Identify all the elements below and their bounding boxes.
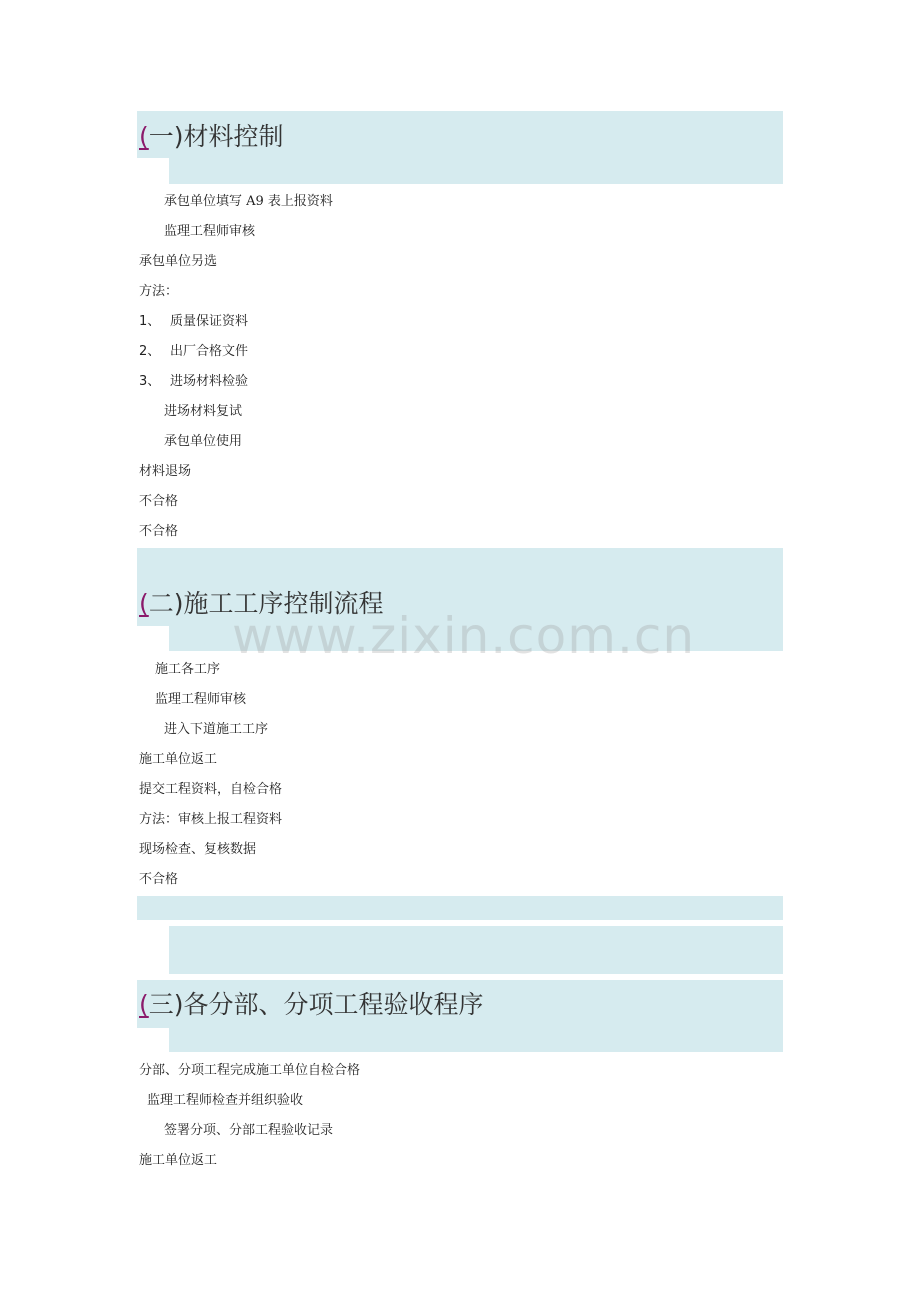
heading-paren: ( <box>139 990 149 1019</box>
numbered-line <box>139 343 160 361</box>
text-line: 质量保证资料 <box>170 314 249 329</box>
heading-text: 一)材料控制 <box>148 122 284 151</box>
watermark: www.zixin.com.cn <box>232 607 696 665</box>
text-line: 施工单位返工 <box>139 1153 218 1168</box>
text-line: 施工单位返工 <box>139 752 218 767</box>
text-line: 不合格 <box>139 494 179 509</box>
text-line: 监理工程师审核 <box>164 224 256 239</box>
text-line: 承包单位填写 A9 表上报资料 <box>164 194 333 209</box>
text-line: 进场材料复试 <box>164 404 243 419</box>
heading-band <box>137 896 783 920</box>
list-number: 2、 <box>139 344 161 359</box>
heading-band <box>169 926 783 974</box>
section-heading-materials <box>139 121 284 153</box>
list-number: 1、 <box>139 314 161 329</box>
heading-band-lower <box>169 1028 783 1052</box>
text-line: 方法：审核上报工程资料 <box>139 812 283 827</box>
text-line: 承包单位使用 <box>164 434 243 449</box>
heading-band-lower <box>169 158 783 184</box>
text-line: 监理工程师检查并组织验收 <box>147 1093 304 1108</box>
numbered-line <box>139 373 160 391</box>
text-line: 材料退场 <box>139 464 192 479</box>
text-line: 签署分项、分部工程验收记录 <box>164 1123 334 1138</box>
text-line: 承包单位另选 <box>139 254 218 269</box>
heading-paren: ( <box>139 589 149 618</box>
heading-text: 三)各分部、分项工程验收程序 <box>148 990 484 1019</box>
text-line: 监理工程师审核 <box>155 692 247 707</box>
text-line: 施工各工序 <box>155 662 221 677</box>
heading-text: 二)施工工序控制流程 <box>148 589 384 618</box>
list-number: 3、 <box>139 374 161 389</box>
text-line: 提交工程资料，自检合格 <box>139 782 283 797</box>
text-line: 进入下道施工工序 <box>164 722 269 737</box>
text-line: 不合格 <box>139 872 179 887</box>
numbered-line <box>139 313 160 331</box>
section-heading-acceptance <box>139 989 484 1021</box>
heading-paren: ( <box>139 122 149 151</box>
text-line: 分部、分项工程完成施工单位自检合格 <box>139 1063 361 1078</box>
text-line: 出厂合格文件 <box>170 344 249 359</box>
text-line: 现场检查、复核数据 <box>139 842 257 857</box>
text-line: 不合格 <box>139 524 179 539</box>
text-line: 方法： <box>139 284 179 299</box>
text-line: 进场材料检验 <box>170 374 249 389</box>
